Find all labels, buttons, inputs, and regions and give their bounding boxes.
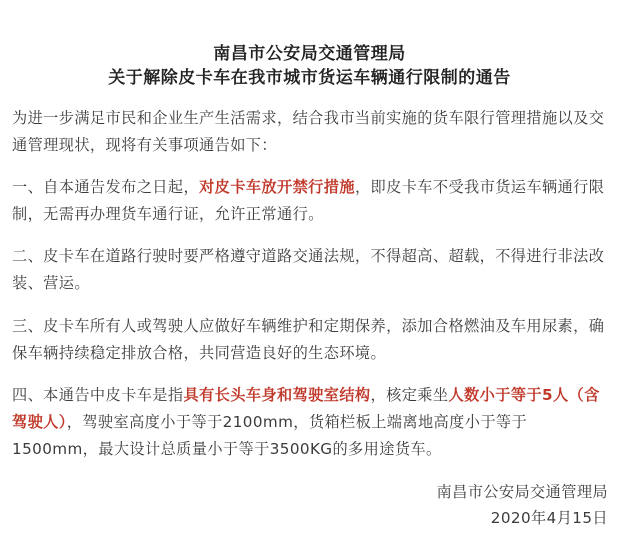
item-4-rest: ，驾驶室高度小于等于2100mm，货箱栏板上端离地高度小于等于1500mm，最大设计总质量小于等于3500KG的多用途货车。 xyxy=(12,413,528,458)
notice-title: 关于解除皮卡车在我市城市货运车辆通行限制的通告 xyxy=(108,68,511,88)
item-4-paragraph xyxy=(12,382,612,463)
item-4-emphasis-capacity: 人数小于等于5人（含驾驶人） xyxy=(12,386,600,431)
intro-paragraph: 为进一步满足市民和企业生产生活需求，结合我市当前实施的货车限行管理措施以及交通管理现状，现将有关事项通告如下： xyxy=(12,109,605,154)
item-4-lead: 四、本通告中皮卡车是指 xyxy=(12,386,184,404)
item-3-paragraph: 三、皮卡车所有人或驾驶人应做好车辆维护和定期保养，添加合格燃油及车用尿素，确保车辆持续稳定排放合格，共同营造良好的生态环境。 xyxy=(12,317,605,362)
issuer-title: 南昌市公安局交通管理局 xyxy=(213,44,406,64)
item-4-middle: ，核定乘坐 xyxy=(370,386,449,404)
signature-issuer: 南昌市公安局交通管理局 xyxy=(436,483,608,501)
item-4-emphasis-structure: 具有长头车身和驾驶室结构 xyxy=(183,386,371,404)
item-1-rest: ，即皮卡车不受我市货运车辆通行限制，无需再办理货车通行证，允许正常通行。 xyxy=(12,178,605,223)
signature-date: 2020年4月15日 xyxy=(490,509,608,527)
item-1-paragraph xyxy=(12,174,612,228)
item-1-lead: 一、自本通告发布之日起， xyxy=(12,178,200,196)
item-2-paragraph: 二、皮卡车在道路行驶时要严格遵守道路交通法规，不得超高、超载，不得进行非法改装、营运。 xyxy=(12,247,605,292)
item-1-emphasis: 对皮卡车放开禁行措施 xyxy=(199,178,355,196)
